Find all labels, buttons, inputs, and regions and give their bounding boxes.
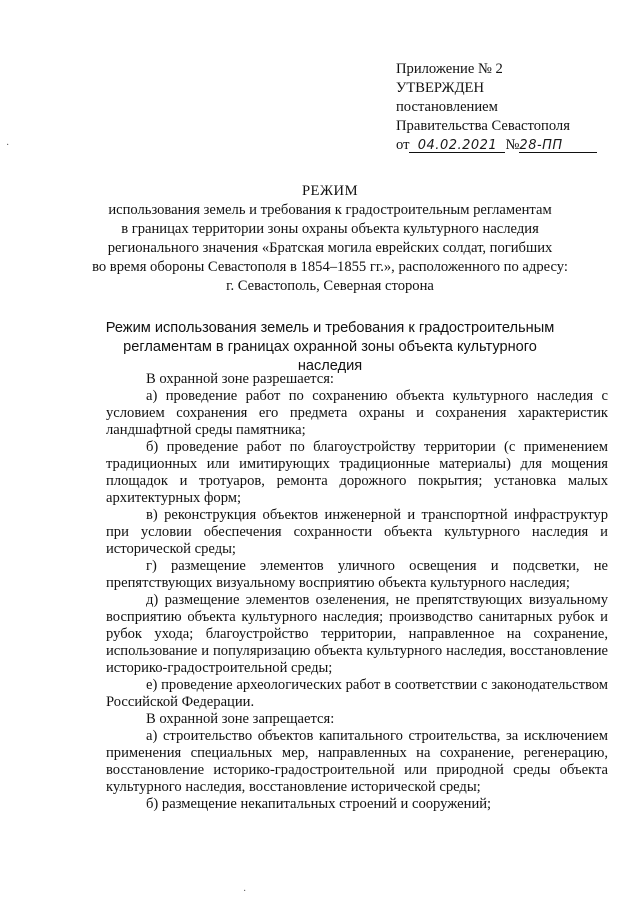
title-line: г. Севастополь, Северная сторона xyxy=(226,278,434,294)
government-label: Правительства Севастополя xyxy=(396,118,570,134)
document-body xyxy=(106,371,608,813)
paragraph-item: а) строительство объектов капитального строительства, за исключением применения специальных мер, направленных на сохранение, регенерацию, восстановление историко-градостроительной или природной среды объекта культурного наследия, восстановление исторической среды; xyxy=(106,728,608,795)
title-heading: РЕЖИМ xyxy=(301,183,359,199)
paragraph-item: е) проведение археологических работ в соответствии с законодательством Российской Федерации. xyxy=(106,677,608,710)
paragraph-item: а) проведение работ по сохранению объекта культурного наследия с условием сохранения его предмета охраны и сохранения характеристик ландшафтной среды памятника; xyxy=(106,388,608,438)
paragraph-item: б) проведение работ по благоустройству территории (с применением традиционных или имитирующих традиционные материалы) для мощения площадок и тротуаров, ремонта дорожного покрытия; установка малых архитектурных форм; xyxy=(106,439,608,506)
scan-speck: · xyxy=(243,886,247,897)
paragraph-item: в) реконструкция объектов инженерной и транспортной инфраструктур при условии обеспечения сохранности объекта культурного наследия и исторической среды; xyxy=(106,507,608,557)
handwritten-date: 04.02.2021 xyxy=(417,138,498,153)
paragraph-allowed-heading: В охранной зоне разрешается: xyxy=(146,371,334,387)
paragraph-item: д) размещение элементов озеленения, не препятствующих визуальному восприятию объекта культурного наследия; производство санитарных рубок и рубок ухода; благоустройство территории, направленное на сохранение, использование и популяризацию объекта культурного наследия, восстановление историко-градостроительной среды; xyxy=(106,592,608,676)
paragraph-prohibited-heading: В охранной зоне запрещается: xyxy=(146,711,335,727)
scan-speck: · xyxy=(6,140,10,151)
from-label: от xyxy=(396,137,410,153)
title-line: использования земель и требования к градостроительным регламентам xyxy=(108,202,552,218)
approval-stamp-block xyxy=(396,60,597,155)
document-title xyxy=(60,182,600,296)
number-label: № xyxy=(505,137,520,153)
title-line: регионального значения «Братская могила еврейских солдат, погибших xyxy=(107,240,553,256)
title-line: во время обороны Севастополя в 1854–1855 гг.», расположенного по адресу: xyxy=(92,259,568,275)
paragraph-item: г) размещение элементов уличного освещения и подсветки, не препятствующих визуальному восприятию объекта культурного наследия; xyxy=(106,558,608,591)
approved-label: УТВЕРЖДЕН xyxy=(396,80,484,96)
title-line: в границах территории зоны охраны объекта культурного наследия xyxy=(121,221,539,237)
handwritten-number: 28-ПП xyxy=(519,138,563,153)
paragraph-item: б) размещение некапитальных строений и сооружений; xyxy=(146,796,492,812)
section-subtitle xyxy=(100,319,560,376)
subtitle-line: регламентам в границах охранной зоны объекта культурного наследия xyxy=(123,339,537,374)
resolution-label: постановлением xyxy=(396,99,498,115)
appendix-number: Приложение № 2 xyxy=(396,61,503,77)
date-number-line xyxy=(396,136,597,155)
subtitle-line: Режим использования земель и требования к градостроительным xyxy=(105,320,555,336)
